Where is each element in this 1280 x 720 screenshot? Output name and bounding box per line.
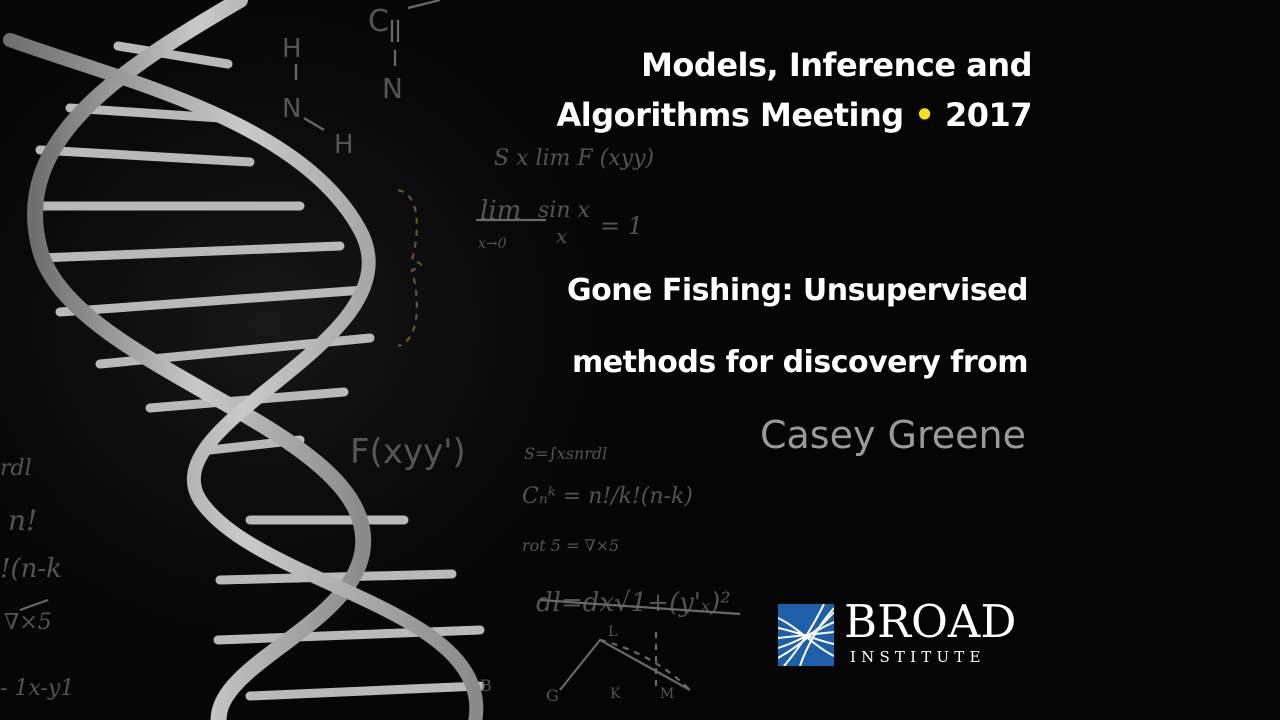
chalk-letter: K bbox=[610, 686, 621, 702]
chalk-letter: H bbox=[334, 130, 354, 160]
chalk-formula: rot 5 = ∇×5 bbox=[522, 536, 620, 555]
talk-title-line1: Gone Fishing: Unsupervised bbox=[567, 273, 1028, 308]
chalk-formula: n! bbox=[8, 504, 38, 537]
meeting-name: Algorithms Meeting bbox=[556, 96, 904, 134]
chalk-formula: lim bbox=[480, 196, 522, 226]
chalk-letter: G bbox=[546, 686, 559, 705]
speaker-name: Casey Greene bbox=[759, 413, 1026, 457]
meeting-title-line2 bbox=[557, 90, 1032, 140]
chalk-letter: N bbox=[382, 72, 403, 105]
chalk-formula: Cₙᵏ = n!/k!(n-k) bbox=[522, 484, 693, 509]
chalk-formula: dl=dx√1+(y'ₓ)² bbox=[536, 588, 731, 618]
logo-wordmark: BROAD bbox=[844, 595, 1017, 648]
broad-institute-logo bbox=[778, 595, 1038, 672]
chalk-formula: S=∫xsnrdl bbox=[524, 444, 608, 463]
chalk-letter: B bbox=[480, 676, 492, 695]
talk-title bbox=[567, 255, 1028, 399]
chalk-formula: = 1 bbox=[600, 212, 644, 240]
chalk-formula: F(xyy') bbox=[350, 432, 466, 472]
chalk-formula: !(n-k bbox=[0, 554, 62, 584]
broad-logo-icon bbox=[778, 604, 834, 666]
chalk-letter: N bbox=[282, 94, 302, 124]
chalk-formula: x bbox=[556, 224, 568, 248]
talk-title-line2: methods for discovery from bbox=[571, 345, 1028, 380]
meeting-year: 2017 bbox=[944, 96, 1032, 134]
chalk-formula: - 1x-y1 bbox=[0, 676, 75, 701]
chalk-letter: L bbox=[608, 624, 618, 640]
chalk-letter: C bbox=[368, 4, 389, 39]
yellow-bullet-icon: • bbox=[914, 96, 935, 134]
chalk-formula: x→0 bbox=[478, 236, 507, 252]
chalk-letter: H bbox=[282, 34, 302, 64]
logo-subtitle: INSTITUTE bbox=[850, 648, 986, 666]
chalk-formula: ∇×5 bbox=[4, 610, 52, 635]
chalk-formula: S x lim F (xyy) bbox=[494, 146, 655, 171]
meeting-title-line1: Models, Inference and bbox=[641, 46, 1032, 84]
meeting-title bbox=[557, 40, 1032, 140]
chalk-letter: M bbox=[660, 686, 675, 702]
chalk-formula: rdl bbox=[0, 456, 32, 481]
chalk-formula: sin x bbox=[538, 198, 590, 223]
